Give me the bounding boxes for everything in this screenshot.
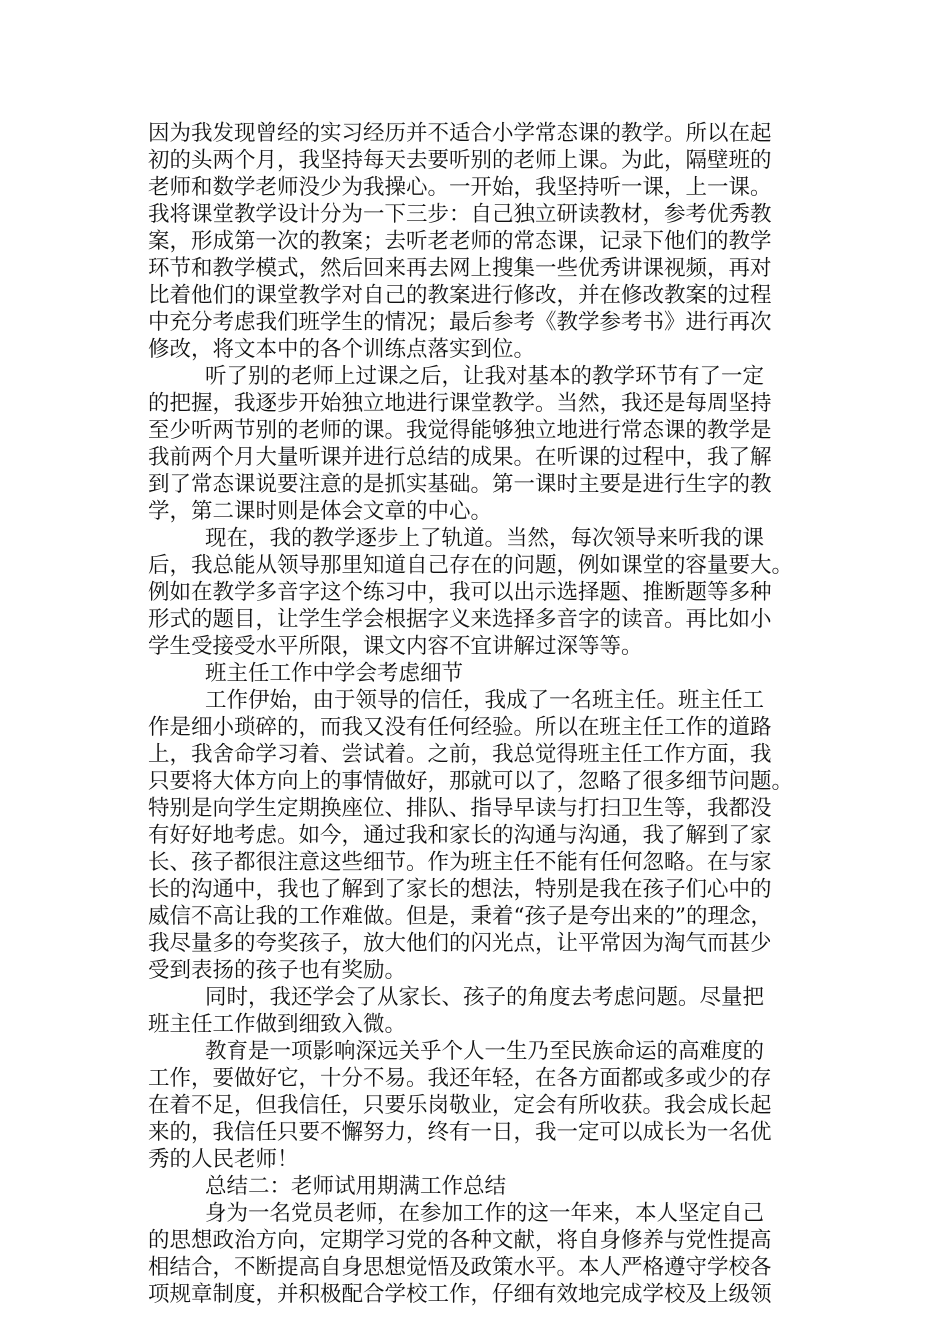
text-line: 上，我舍命学习着、尝试着。之前，我总觉得班主任工作方面，我: [148, 742, 772, 767]
text-line: 形式的题目，让学生学会根据字义来选择多音字的读音。再比如小: [148, 607, 772, 632]
text-line: 威信不高让我的工作难做。但是，秉着“孩子是夸出来的”的理念，: [148, 904, 772, 929]
text-line: 例如在教学多音字这个练习中，我可以出示选择题、推断题等多种: [148, 580, 772, 605]
text-line: 工作，要做好它，十分不易。我还年轻，在各方面都或多或少的存: [148, 1066, 772, 1091]
text-line: 后，我总能从领导那里知道自己存在的问题，例如课堂的容量要大。: [148, 553, 794, 578]
text-line: 修改，将文本中的各个训练点落实到位。: [148, 337, 536, 362]
text-line: 的思想政治方向，定期学习党的各种文献，将自身修养与党性提高: [148, 1228, 772, 1253]
text-line: 老师和数学老师没少为我操心。一开始，我坚持听一课，上一课。: [148, 175, 772, 200]
text-line: 长的沟通中，我也了解到了家长的想法，特别是我在孩子们心中的: [148, 877, 772, 902]
text-line: 的把握，我逐步开始独立地进行课堂教学。当然，我还是每周坚持: [148, 391, 772, 416]
text-line: 特别是向学生定期换座位、排队、指导早读与打扫卫生等，我都没: [148, 796, 772, 821]
text-line: 受到表扬的孩子也有奖励。: [148, 958, 407, 983]
text-line: 案，形成第一次的教案；去听老老师的常态课，记录下他们的教学: [148, 229, 772, 254]
text-line: 现在，我的教学逐步上了轨道。当然，每次领导来听我的课: [205, 526, 765, 551]
text-line: 学，第二课时则是体会文章的中心。: [148, 499, 493, 524]
text-line: 我将课堂教学设计分为一下三步：自己独立研读教材，参考优秀教: [148, 202, 772, 227]
text-line: 作是细小琐碎的，而我又没有任何经验。所以在班主任工作的道路: [148, 715, 772, 740]
text-line: 项规章制度，并积极配合学校工作，仔细有效地完成学校及上级领: [148, 1282, 772, 1307]
text-line: 秀的人民老师！: [148, 1147, 299, 1172]
text-line: 比着他们的课堂教学对自己的教案进行修改，并在修改教案的过程: [148, 283, 772, 308]
text-line: 环节和教学模式，然后回来再去网上搜集一些优秀讲课视频，再对: [148, 256, 772, 281]
text-line: 总结二：老师试用期满工作总结: [205, 1174, 507, 1199]
text-line: 初的头两个月，我坚持每天去要听别的老师上课。为此，隔壁班的: [148, 148, 772, 173]
document-body: [148, 120, 804, 1308]
text-line: 身为一名党员老师，在参加工作的这一年来，本人坚定自己: [205, 1201, 765, 1226]
text-line: 班主任工作做到细致入微。: [148, 1012, 407, 1037]
text-line: 至少听两节别的老师的课。我觉得能够独立地进行常态课的教学是: [148, 418, 772, 443]
text-line: 班主任工作中学会考虑细节: [205, 661, 464, 686]
text-line: 我前两个月大量听课并进行总结的成果。在听课的过程中，我了解: [148, 445, 772, 470]
text-line: 只要将大体方向上的事情做好，那就可以了，忽略了很多细节问题。: [148, 769, 794, 794]
text-line: 长、孩子都很注意这些细节。作为班主任不能有任何忽略。在与家: [148, 850, 772, 875]
text-line: 听了别的老师上过课之后，让我对基本的教学环节有了一定: [205, 364, 765, 389]
text-line: 中充分考虑我们班学生的情况；最后参考《教学参考书》进行再次: [148, 310, 772, 335]
text-line: 我尽量多的夸奖孩子，放大他们的闪光点，让平常因为淘气而甚少: [148, 931, 772, 956]
text-line: 同时，我还学会了从家长、孩子的角度去考虑问题。尽量把: [205, 985, 765, 1010]
text-line: 到了常态课说要注意的是抓实基础。第一课时主要是进行生字的教: [148, 472, 772, 497]
text-line: 工作伊始，由于领导的信任，我成了一名班主任。班主任工: [205, 688, 765, 713]
text-line: 教育是一项影响深远关乎个人一生乃至民族命运的高难度的: [205, 1039, 765, 1064]
text-line: 来的，我信任只要不懈努力，终有一日，我一定可以成长为一名优: [148, 1120, 772, 1145]
text-line: 因为我发现曾经的实习经历并不适合小学常态课的教学。所以在起: [148, 121, 772, 146]
text-line: 学生受接受水平所限，课文内容不宜讲解过深等等。: [148, 634, 643, 659]
text-line: 相结合，不断提高自身思想觉悟及政策水平。本人严格遵守学校各: [148, 1255, 772, 1280]
text-line: 在着不足，但我信任，只要乐岗敬业，定会有所收获。我会成长起: [148, 1093, 772, 1118]
text-line: 有好好地考虑。如今，通过我和家长的沟通与沟通，我了解到了家: [148, 823, 772, 848]
